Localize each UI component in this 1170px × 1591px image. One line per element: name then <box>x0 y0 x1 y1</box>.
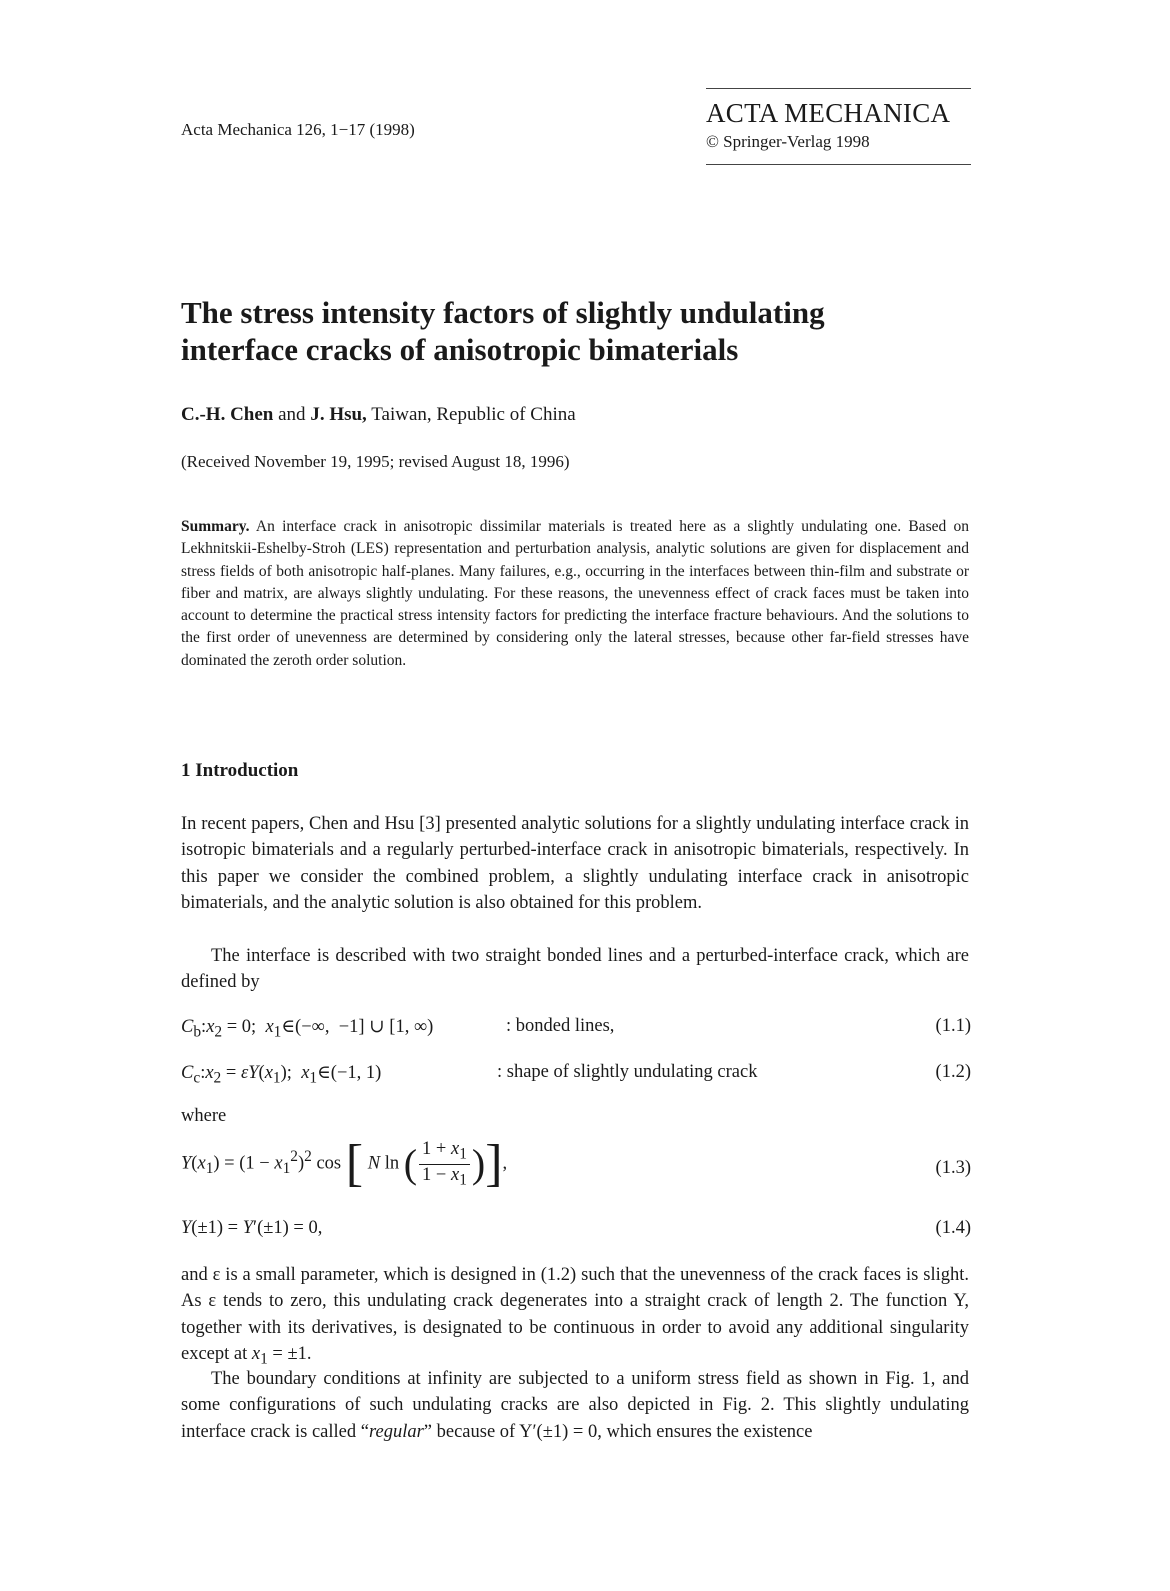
equation-1-1 <box>181 1016 971 1046</box>
intro-paragraph-1 <box>181 811 969 916</box>
equation-1-4 <box>181 1218 971 1248</box>
equation-1-2-number: (1.2) <box>935 1062 971 1082</box>
masthead-top-rule <box>706 88 971 89</box>
title-line-2: interface cracks of anisotropic bimaterials <box>181 332 739 367</box>
intro-paragraph-4 <box>181 1366 969 1445</box>
author-conjunction: and <box>278 404 306 425</box>
copyright-notice: © Springer-Verlag 1998 <box>706 132 870 151</box>
intro-paragraph-1-text: In recent papers, Chen and Hsu [3] presented analytic solutions for a slightly undulating interface crack in isotropic bimaterials and a regularly perturbed-interface crack in anisotropic bimaterials, respectively. In this paper we consider the combined problem, a slightly undulating interface crack in anisotropic bimaterials, and the analytic solution is also obtained for this problem. <box>181 814 969 913</box>
equation-1-4-number: (1.4) <box>935 1218 971 1238</box>
intro-paragraph-3-text-b: = ±1. <box>267 1343 312 1364</box>
intro-paragraph-3-text-a: and ε is a small parameter, which is designed in (1.2) such that the unevenness of the crack faces is slight. As ε tends to zero, this undulating crack degenerates into a straight crack of length 2. The function Y, together with its derivatives, is designated to be continuous in order to avoid any additional singularity except at <box>181 1265 969 1364</box>
intro-paragraph-2 <box>181 943 969 996</box>
paper-title <box>181 294 971 368</box>
received-dates: (Received November 19, 1995; revised August 18, 1996) <box>181 452 570 471</box>
equation-1-2-formula: $C_c:x_2 = \varepsilon Y(x_1)$; $x_1\in(-1$, 1) <box>181 1063 382 1087</box>
summary-label: Summary. <box>181 518 250 535</box>
intro-paragraph-2-text: The interface is described with two straight bonded lines and a perturbed-interface crack, which are defined by <box>181 946 969 993</box>
equation-1-4-formula: Y(±1) = Y′(±1) = 0, <box>181 1218 323 1238</box>
title-line-1: The stress intensity factors of slightly undulating <box>181 295 825 330</box>
author-line <box>181 404 576 426</box>
summary-text: An interface crack in anisotropic dissimilar materials is treated here as a slightly undulating one. Based on Lekhnitskii-Eshelby-Stroh (LES) representation and perturbation analysis, analytic solutions are given for displacement and stress fields of both anisotropic half-planes. Many failures, e.g., occurring in the interfaces between thin-film and substrate or fiber and matrix, are always slightly undulating. For these reasons, the unevenness effect of crack faces must be taken into account to determine the practical stress intensity factors for predicting the interface fracture behaviours. And the solutions to the first order of unevenness are determined by considering only the lateral stresses, because other far-field stresses have dominated the zeroth order solution. <box>181 518 969 669</box>
journal-citation: Acta Mechanica 126, 1−17 (1998) <box>181 120 415 139</box>
equation-1-3 <box>181 1134 971 1204</box>
where-text: where <box>181 1106 227 1126</box>
equation-1-2 <box>181 1062 971 1092</box>
summary-abstract <box>181 516 969 672</box>
intro-paragraph-4-emphasis: regular <box>368 1421 424 1442</box>
equation-1-3-number: (1.3) <box>935 1158 971 1178</box>
intro-paragraph-3: and ε is a small parameter, which is designed in (1.2) such that the unevenness of the crack faces is slight. As ε tends to zero, this undulating crack degenerates into a straight crack of length 2. The function Y, together with its derivatives, is designated to be continuous in order to avoid any additional singularity except at $x_1 = \pm 1$. <box>181 1265 969 1368</box>
masthead-bottom-rule <box>706 164 971 165</box>
intro-paragraph-4-text-b: ” because of Y′(±1) = 0, which ensures the existence <box>423 1421 813 1442</box>
section-heading-introduction: 1 Introduction <box>181 760 299 781</box>
equation-1-1-description: : bonded lines, <box>506 1016 615 1036</box>
author-2: J. Hsu, <box>310 404 367 425</box>
journal-name: ACTA MECHANICA <box>706 98 951 128</box>
author-1: C.-H. Chen <box>181 404 274 425</box>
equation-1-1-formula: $C_b:x_2 = 0$; $x_1\in(-\infty$, −1] ∪ [1, ∞) <box>181 1017 434 1041</box>
author-affiliation: Taiwan, Republic of China <box>371 404 576 425</box>
journal-masthead <box>706 88 971 165</box>
intro-paragraph-4-text-a: The boundary conditions at infinity are subjected to a uniform stress field as shown in Fig. 1, and some configurations of such undulating cracks are also depicted in Fig. 2. This slightly undulating interface crack is called “ <box>181 1369 969 1442</box>
equation-1-1-number: (1.1) <box>935 1016 971 1036</box>
equation-1-2-description: : shape of slightly undulating crack <box>497 1062 758 1082</box>
equation-1-3-formula: $Y(x_1) = (1 - x_1^2)^2$ cos [ N ln ( $\frac{1 + x_1}{1 - x_1}$ )], <box>181 1135 508 1192</box>
